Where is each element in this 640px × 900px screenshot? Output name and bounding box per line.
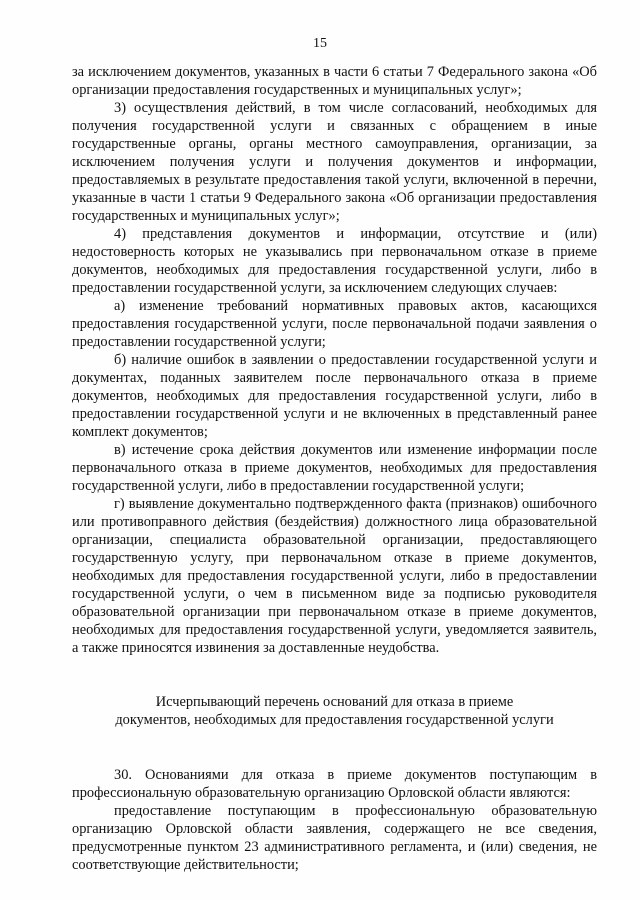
heading-spacer	[72, 729, 597, 766]
paragraph-subitem-b: б) наличие ошибок в заявлении о предоставлении государственной услуги и документах, поданных заявителем после первоначального отказа в приеме документов, необходимых для предоставления государственной услуги, либо в предоставлении государственной услуги и не включенных в представленный ранее комплект документов;	[72, 352, 597, 440]
section-heading-line-1: Исчерпывающий перечень оснований для отказа в приеме	[155, 694, 514, 710]
document-body	[72, 63, 597, 874]
paragraph-point-30: 30. Основаниями для отказа в приеме документов поступающим в профессиональную образовательную организацию Орловской области являются:	[72, 767, 597, 801]
paragraph-item-3: 3) осуществления действий, в том числе согласований, необходимых для получения государственной услуги и связанных с обращением в иные государственные органы, органы местного самоуправления, организации, за исключением получения услуги и получения документов и информации, предоставляемых в результате предоставления такой услуги, включенной в перечни, указанные в части 1 статьи 9 Федерального закона «Об организации предоставления государственных и муниципальных услуг»;	[72, 100, 597, 224]
page-number: 15	[313, 36, 327, 51]
section-spacer	[72, 657, 597, 693]
paragraph-item-4: 4) представления документов и информации, отсутствие и (или) недостоверность которых не указывались при первоначальном отказе в приеме документов, необходимых для предоставления государственной услуги, либо в предоставлении государственной услуги, за исключением следующих случаев:	[72, 226, 597, 296]
paragraph-subitem-a: а) изменение требований нормативных правовых актов, касающихся предоставления государственной услуги, после первоначальной подачи заявления о предоставлении государственной услуги;	[72, 298, 597, 350]
paragraph-federal-law-exception: за исключением документов, указанных в части 6 статьи 7 Федерального закона «Об организации предоставления государственных и муниципальных услуг»;	[72, 64, 597, 98]
paragraph-refusal-ground: предоставление поступающим в профессиональную образовательную организацию Орловской области заявления, содержащего не все сведения, предусмотренные пунктом 23 административного регламента, и (или) сведения, не соответствующие действительности;	[72, 803, 597, 873]
paragraph-subitem-g: г) выявление документально подтвержденного факта (признаков) ошибочного или противоправного действия (бездействия) должностного лица образовательной организации, специалиста образовательной организации, предоставляющего государственную услугу, при первоначальном отказе в приеме документов, необходимых для предоставления государственной услуги, либо в предоставлении государственной услуги, о чем в письменном виде за подписью руководителя образовательной организации при первоначальном отказе в приеме документов, необходимых для предоставления государственной услуги, уведомляется заявитель, а также приносятся извинения за доставленные неудобства.	[72, 496, 597, 656]
paragraph-subitem-v: в) истечение срока действия документов или изменение информации после первоначального отказа в приеме документов, необходимых для предоставления государственной услуги, либо в предоставлении государственной услуги;	[72, 442, 597, 494]
section-heading-line-2: документов, необходимых для предоставления государственной услуги	[115, 712, 554, 728]
